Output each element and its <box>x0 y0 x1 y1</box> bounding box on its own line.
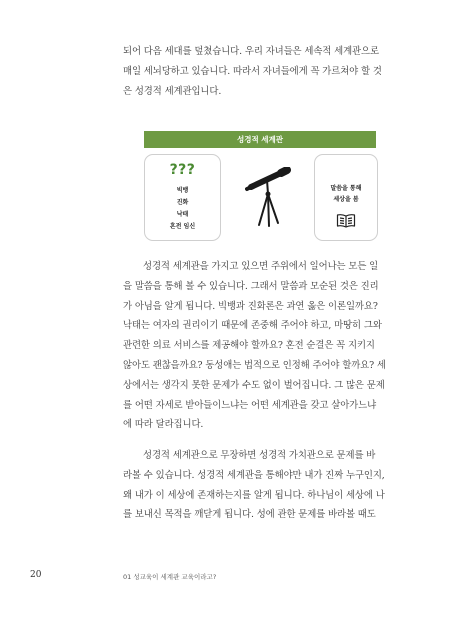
biblical-view-text <box>315 183 377 205</box>
text-line: 은 성경적 세계관입니다. <box>123 85 222 97</box>
text-line: 낙태는 여자의 권리이기 때문에 존중해 주어야 하고, 마땅히 그와 <box>123 320 382 332</box>
issue-item: 빅뱅 <box>176 187 189 194</box>
paragraph-1 <box>123 42 393 101</box>
worldly-issues-box <box>144 154 221 241</box>
question-marks: ??? <box>169 162 196 178</box>
text-line: 않아도 괜찮을까요? 동성애는 법적으로 인정해 주어야 할까요? 세 <box>123 359 386 371</box>
biblical-view-box <box>314 154 378 241</box>
text-line: 를 보내신 목적을 깨닫게 됩니다. 성에 관한 문제를 바라볼 때도 <box>123 509 376 521</box>
telescope-icon <box>245 167 291 229</box>
text-line: 세상을 봄 <box>333 196 359 203</box>
text-line: 상에서는 생각지 못한 문제가 수도 없이 벌어집니다. 그 많은 문제 <box>123 379 385 391</box>
text-line: 왜 내가 이 세상에 존재하는지를 알게 됩니다. 하나님이 세상에 나 <box>123 489 385 501</box>
worldview-figure <box>144 131 376 246</box>
paragraph-3 <box>123 446 393 525</box>
text-line: 을 말씀을 통해 볼 수 있습니다. 그래서 말씀과 모순된 것은 진리 <box>123 280 379 292</box>
issue-item: 낙태 <box>176 211 189 218</box>
text-line: 말씀을 통해 <box>330 185 362 192</box>
text-line: 성경적 세계관을 가지고 있으면 주위에서 일어나는 모든 일 <box>143 261 379 272</box>
paragraph-2 <box>123 257 393 435</box>
issue-item: 진화 <box>176 199 189 206</box>
text-line: 성경적 세계관으로 무장하면 성경적 가치관으로 문제를 바 <box>143 450 376 461</box>
text-line: 되어 다음 세대를 덮쳤습니다. 우리 자녀들은 세속적 세계관으로 <box>123 46 379 57</box>
text-line: 매일 세뇌당하고 있습니다. 따라서 자녀들에게 꼭 가르쳐야 할 것 <box>123 65 382 77</box>
page-number: 20 <box>30 570 42 580</box>
text-line: 를 어떤 자세로 받아들이느냐는 어떤 세계관을 갖고 살아가느냐 <box>123 399 377 411</box>
text-line: 가 아님을 알게 됩니다. 빅뱅과 진화론은 과연 옳은 이론일까요? <box>123 300 378 312</box>
text-line: 관련한 의료 서비스를 제공해야 할까요? 혼전 순결은 꼭 지키지 <box>123 340 375 352</box>
text-line: 에 따라 달라집니다. <box>123 419 204 431</box>
figure-title: 성경적 세계관 <box>144 131 376 148</box>
issue-list <box>145 185 220 233</box>
text-line: 라볼 수 있습니다. 성경적 세계관을 통해야만 내가 진짜 누구인지, <box>123 469 385 481</box>
open-book-icon <box>336 213 356 229</box>
running-footer: 01 성교육이 세계관 교육이라고? <box>123 573 217 581</box>
issue-item: 혼전 임신 <box>169 223 196 230</box>
